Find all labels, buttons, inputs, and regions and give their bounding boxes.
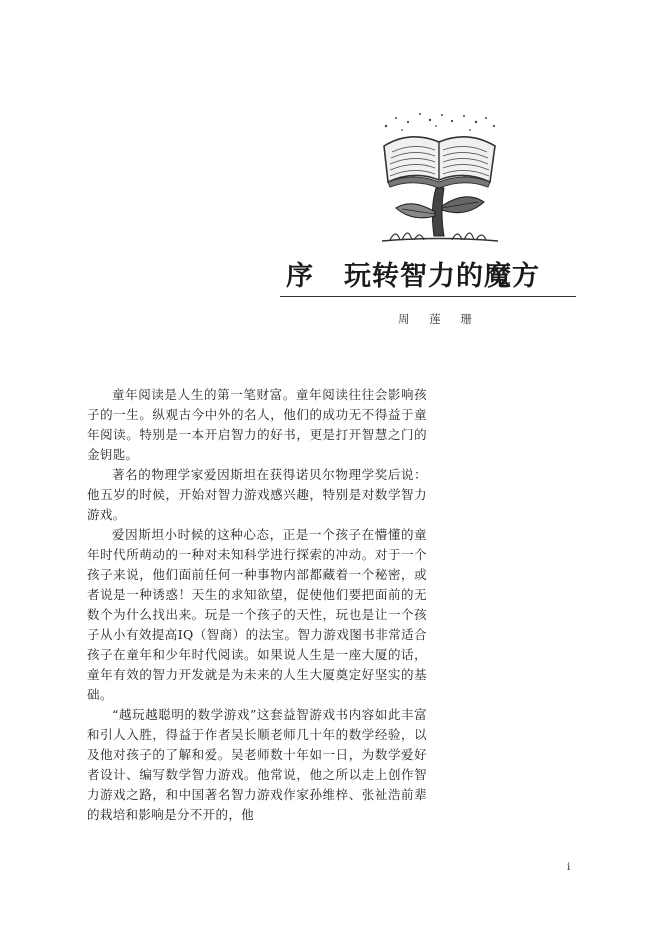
title-rule bbox=[280, 296, 576, 297]
page-number: i bbox=[567, 862, 571, 873]
book-tree-icon bbox=[372, 108, 507, 248]
author-name: 周 莲 珊 bbox=[398, 312, 480, 326]
paragraph-2: 著名的物理学家爱因斯坦在获得诺贝尔物理学奖后说：他五岁的时候，开始对智力游戏感兴趣，特别是对数学智力游戏。 bbox=[87, 467, 427, 522]
title-prefix: 序 bbox=[286, 261, 314, 292]
paragraph-1: 童年阅读是人生的第一笔财富。童年阅读往往会影响孩子的一生。纵观古今中外的名人，他们的成功无不得益于童年阅读。特别是一本开启智力的好书，更是打开智慧之门的金钥匙。 bbox=[87, 387, 427, 462]
paragraph-3: 爱因斯坦小时候的这种心态，正是一个孩子在懵懂的童年时代所萌动的一种对未知科学进行探索的冲动。对于一个孩子来说，他们面前任何一种事物内部都藏着一个秘密，或者说是一种诱惑！天生的求知欲望，促使他们要把面前的无数个为什么找出来。玩是一个孩子的天性，玩也是让一个孩子从小有效提高IQ（智商）的法宝。智力游戏图书非常适合孩子在童年和少年时代阅读。如果说人生是一座大厦的话，童年有效的智力开发就是为未来的人生大厦奠定好坚实的基础。 bbox=[87, 527, 427, 702]
body-text bbox=[87, 385, 427, 825]
title-main: 玩转智力的魔方 bbox=[344, 261, 540, 292]
page-title bbox=[286, 254, 540, 293]
paragraph-4: “越玩越聪明的数学游戏”这套益智游戏书内容如此丰富和引人入胜，得益于作者吴长顺老师几十年的数学经验，以及他对孩子的了解和爱。吴老师数十年如一日，为数学爱好者设计、编写数学智力游戏。他常说，他之所以走上创作智力游戏之路，和中国著名智力游戏作家孙维梓、张祉浩前辈的栽培和影响是分不开的，他 bbox=[87, 707, 427, 822]
